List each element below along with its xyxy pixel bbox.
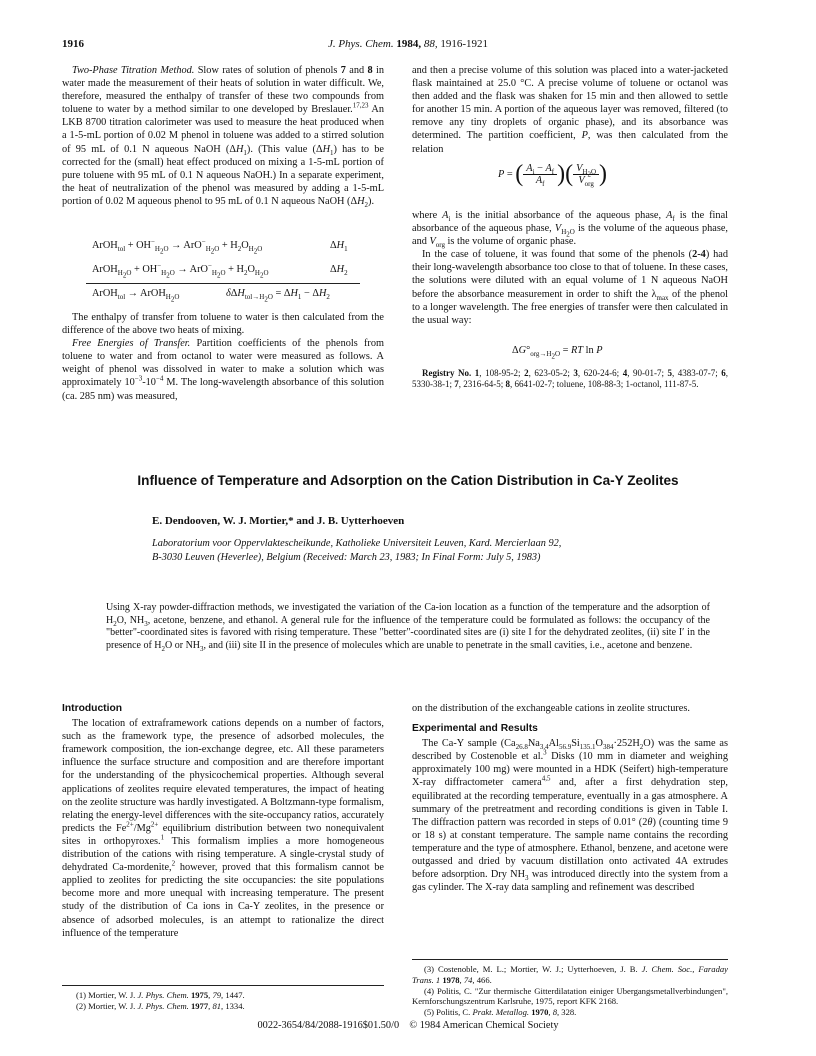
abstract: Using X-ray powder-diffraction methods, we investigated the variation of the Ca-ion location as a function of the temperature and the adsorption of $H_2O$, $NH_3$, acetone, benzene, and ethanol. A general rule for the influence of the temperature could be formulated as follows: the occupancy of the "better"-coordinated sites is favored with rising temperature. These "better"-coordinated sites are (i) site I for the dehydrated zeolites, (ii) site I′ in the presence of $H_2O$ or $NH_3$, and (iii) site II in the presence of molecules which are unable to penetrate in the small cavities, i.e., acetone and benzene. [106, 602, 710, 653]
prev-left-column [62, 64, 384, 208]
free-energy-heading: Free Energies of Transfer. [72, 338, 191, 350]
footnote-divider-right [412, 959, 728, 960]
equation-3: ArOH$_{tol}$ → ArOH$_{H_2O}$ [92, 288, 180, 304]
equation-divider [86, 283, 360, 284]
affiliation [152, 537, 561, 564]
experimental-paragraph: The Ca-Y sample $(Ca_{26.8}Na_{3.4}Al_{56.9}Si_{135.1}O_{384}\cdot 252H_2O)$ was the same as described by Costenoble et al.$^3$ Disks (10 mm in diameter and weighing approximately 100 mg) were mounted in a HDK (Seifert) high-temperature X-ray diffractometer camera$^{4,5}$ and, after a first dehydration step, equilibrated at the recording temperature, eventually in a gas atmosphere. A summary of the pretreatment and recording conditions is given in Table I. The diffraction pattern was recorded in steps of 0.01° (2θ) (counting time 9 or 18 s) at constant temperature. The sample name contains the recording temperature and the type of atmosphere. Ethanol, benzene, and acetone were outgassed and dried by vacuum distillation onto activated 4A extrudes before adsorption. Dry $NH_3$ was introduced directly into the system from a gas cylinder. The X-ray data sampling and refinement was described [412, 738, 728, 894]
equation-2: ArOH$_{H_2O}$ + $OH^-_{H_2O} \to ArO^-_{H_2O} + H_2O_{H_2O}$ [92, 261, 269, 280]
partition-equation: P = ( $\frac{A_i - A_f}{A_f}$ )( $\frac{V_{H_2O}}{V_{org}}$ ) [498, 161, 608, 189]
experimental-column [412, 702, 728, 894]
equation-1-label: $\Delta H_1$ [330, 240, 348, 254]
registry-heading: Registry No. [422, 368, 472, 378]
free-energy-paragraph: Free Energies of Transfer. Partition coefficients of the phenols from toluene to water and from octanol to water were measured as follows. A weight of phenol was dissolved in water to make a solution which was approximately $10^{-3}-10^{-4}$ M. The long-wavelength absorbance of this solution (ca. 285 nm) was measured, [62, 338, 384, 402]
footer-code: 0022-3654/84/2088-1916$01.50/0 [257, 1020, 400, 1031]
page-footer [62, 1020, 754, 1031]
equation-1: ArOH$_{tol}$ + $OH^-_{H_2O} \to ArO^-_{H_2O} + H_2O_{H_2O}$ [92, 237, 263, 256]
refs-left [76, 990, 384, 1012]
footnote-divider-left [62, 985, 384, 986]
article-authors: E. Dendooven, W. J. Mortier,* and J. B. Uytterhoeven [152, 515, 405, 527]
refs-right [412, 964, 728, 1018]
toluene-paragraph: In the case of toluene, it was found that some of the phenols (2-4) had their long-wavelength absorbance too close to that of toluene. In these cases, the solutions were diluted with an equal volume of 1 N aqueous NaOH before the absorbance measurement in order to shift the $\lambda_{max}$ of the phenol to a longer wavelength. The free energies of transfer were then calculated in the usual way: [412, 249, 729, 326]
prev-right-column [412, 64, 728, 156]
ref-1: (1) Mortier, W. J. J. Phys. Chem. 1975, 79, 1447. [76, 990, 245, 1000]
intro-continuation: on the distribution of the exchangeable cations in zeolite structures. [412, 703, 690, 714]
free-energy-equation: $\Delta G^\circ_{org\to H_2O}$ = RT ln P [512, 345, 603, 361]
ref-2: (2) Mortier, W. J. J. Phys. Chem. 1977, 81, 1334. [76, 1000, 245, 1011]
intro-paragraph: The location of extraframework cations depends on a number of factors, such as the framework type, the presence of adsorbed molecules, the framework composition, the ion-exchange degree, etc. All these parameters influence the surface structure and composition and are therefore important for the understanding of the physicochemical properties. Although several applications of zeolites require elevated temperatures, the impact of heating on the zeolite structure was hardly investigated. A Boltzmann-type formalism, relating the energy-level differences with the site-occupancy ratios, accurately predicts the $Fe^{2+}/Mg^{2+}$ equilibrium distribution between two nonequivalent sites in orthopyroxes.$^1$ This formalism implies a more homogeneous distribution of the cations with rising temperature. A single-crystal study of dehydrated Ca-mordenite,$^2$ however, proved that this formalism cannot be applied to zeolites for predicting the site occupancies: the site populations become more and more unequal with increasing temperature. The present study of the distribution of Ca ions in Ca-Y zeolites, in the presence or absence of adsorbed molecules, is an attempt to rationalize the direct influence of the temperature [62, 718, 384, 939]
article-title: Influence of Temperature and Adsorption on the Cation Distribution in Ca-Y Zeolites [137, 473, 679, 488]
registry-block [412, 368, 728, 391]
footer-copyright: © 1984 American Chemical Society [409, 1020, 559, 1031]
journal-citation: J. Phys. Chem. 1984, 88, 1916-1921 [327, 38, 489, 50]
two-phase-heading: Two-Phase Titration Method. [72, 65, 195, 76]
equation-3-label: $\delta\Delta H_{tol\to H_2O} = \Delta H_1 - \Delta H_2$ [226, 288, 330, 304]
page-header [62, 38, 754, 54]
enthalpy-paragraph: The enthalpy of transfer from toluene to water is then calculated from the difference of the above two heats of mixing. [62, 312, 384, 337]
where-paragraph: where $A_i$ is the initial absorbance of the aqueous phase, $A_f$ is the final absorbance of the aqueous phase, $V_{H_2O}$ is the volume of the aqueous phase, and $V_{org}$ is the volume of organic phase. [412, 210, 729, 250]
two-phase-paragraph: Two-Phase Titration Method. Slow rates of solution of phenols 7 and 8 in water made the measurement of their heats of solution in water difficult. We, therefore, measured the enthalpy of transfer of these two compounds from toluene to water by a method similar to one developed by Breslauer.$^{17,23}$ An LKB 8700 titration calorimeter was used to measure the heat produced when a 1-5-mL portion of 0.02 M phenol in toluene was added to a stirred solution of 95 mL of 0.1 N aqueous NaOH $(\Delta H_1)$. (This value $(\Delta H_1)$ has to be corrected for the (small) heat effect produced on mixing a 1-5-mL portion of pure toluene with 95 mL of 0.1 N aqueous NaOH.) In a separate experiment, the heat of neutralization of the phenol was measured by adding a 1-5-mL portion of 0.02 M aqueous phenol to 95 mL of 0.1 N aqueous NaOH $(\Delta H_2)$. [62, 65, 385, 209]
registry-numbers: Registry No. 1, 108-95-2; 2, 623-05-2; 3, 620-24-6; 4, 90-01-7; 5, 4383-07-7; 6, 5330-38-1; 7, 2316-64-5; 8, 6641-02-7; toluene, 108-88-3; 1-octanol, 111-87-5. [412, 368, 729, 390]
intro-column [62, 702, 384, 940]
ref-4: (4) Politis, C. "Zur thermische Gitterdilatation einiger Ubergangsmetallverbindungen", Kernforschungszentrum Karlsruhe, 1975, report KFK 2168. [412, 985, 728, 1007]
partition-paragraph: and then a precise volume of this solution was placed into a water-jacketed flask maintained at 25.0 °C. A precise volume of toluene or octanol was then added and the flask was shaken for 15 min and then allowed to settle for another 15 min. A portion of the aqueous layer was removed, filtered (to remove any tiny droplets of organic phase), and its absorbance was determined. The partition coefficient, P, was then calculated from the relation [412, 65, 729, 155]
experimental-heading: Experimental and Results [412, 723, 538, 735]
prev-right-column-b [412, 209, 728, 327]
equation-2-label: $\Delta H_2$ [330, 264, 348, 278]
affiliation-line-1: Laboratorium voor Oppervlaktescheikunde, Katholieke Universiteit Leuven, Kard. Mercierlaan 92, [152, 538, 562, 549]
intro-heading: Introduction [62, 703, 123, 714]
ref-3: (3) Costenoble, M. L.; Mortier, W. J.; Uytterhoeven, J. B. J. Chem. Soc., Faraday Trans. 1 1978, 74, 466. [412, 964, 728, 985]
ref-5: (5) Politis, C. Prakt. Metallog. 1970, 8, 328. [424, 1007, 577, 1018]
affiliation-line-2: B-3030 Leuven (Heverlee), Belgium (Received: March 23, 1983; In Final Form: July 5, 1983) [152, 551, 541, 563]
prev-left-column-b [62, 311, 384, 403]
page-number: 1916 [62, 38, 84, 50]
